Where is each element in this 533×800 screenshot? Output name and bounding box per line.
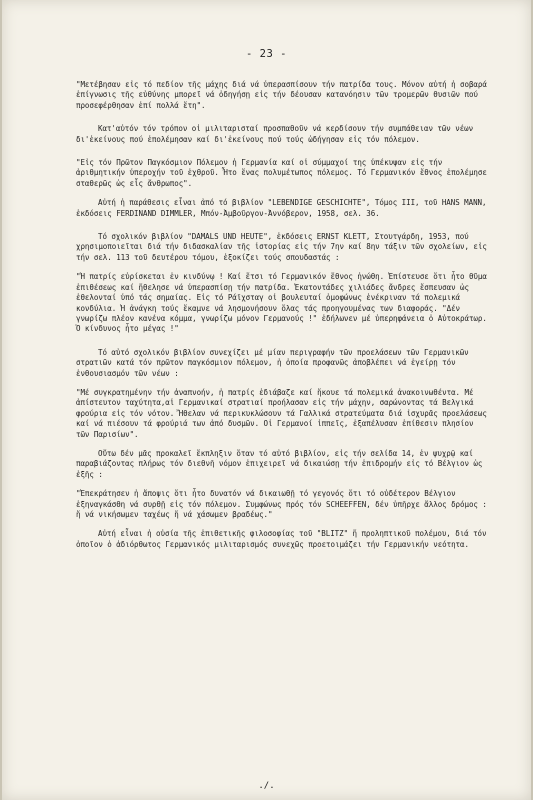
- body-paragraph: Αὐτή εἶναι ἡ οὐσία τῆς ἐπιθετικῆς φιλοσοφίας τοῦ "BLITZ" ἤ προληπτικοῦ πολέμου, διά τόν ὁποῖον ὁ ἀδιόρθωτος Γερμανικός μιλιταρισμός συνεχῶς προετοιμάζει τήν Γερμανικήν νεότητα.: [76, 529, 487, 549]
- citation-paragraph: Αὐτή ἡ παράθεσις εἶναι ἀπό τό βιβλίον "LEBENDIGE GESCHICHTE", Τόμος III, τοῦ HANS MANN, ἐκδόσεις FERDINAND DIMMLER, Μπόν-Ἀμβοῦργον-Ἀννόβερον, 1958, σελ. 36.: [76, 198, 487, 218]
- continuation-mark: ./.: [258, 781, 275, 791]
- quote-paragraph: "Ἐπεκράτησεν ἡ ἄποψις ὅτι ἦτο δυνατόν νά δικαιωθῇ τό γεγονός ὅτι τό οὐδέτερον Βέλγιον ἐξηναγκάσθη νά συρθῇ εἰς τόν πόλεμον. Συμφώνως πρός τόν SCHEEFFEN, δέν ὑπῆρχε ἄλλος δρόμος : ἤ νά νικήσωμεν ταχέως ἤ νά χάσωμεν βραδέως.": [76, 489, 487, 519]
- quote-paragraph: "Μέ συγκρατημένην τήν ἀναπνοήν, ἡ πατρίς ἐδιάβαζε καί ἤκουε τά πολεμικά ἀνακοινωθέντα. Μέ ἀπίστευτον ταχύτητα,αἱ Γερμανικαί στρατιαί προήλασαν εἰς τήν μάχην, σαρώνοντας τά Βελγικά φρούρια εἰς τόν νότον. Ἤθελαν νά περικυκλώσουν τά Γαλλικά στρατεύματα διά ἰσχυρᾶς προελάσεως καί νά πιέσουν τά φρούριά των ἀπό δυσμῶν. Οἱ Γερμανοί ἱππεῖς, ἐξαπέλυσαν ἐπίθεσιν πλησίον τῶν Παρισίων".: [76, 387, 487, 439]
- quote-paragraph: "Ἡ πατρίς εὑρίσκεται ἐν κινδύνῳ ! Καί ἔτσι τό Γερμανικόν ἔθνος ἡνώθη. Ἐπίστευσε ὅτι ἦτο θῦμα ἐπιθέσεως καί ἤθελησε νά ὑπερασπίσῃ τήν πατρίδα. Ἑκατοντάδες χιλιάδες ἄνδρες ἔσπευσαν ὡς ἐθελονταί ὑπό τάς σημαίας. Εἰς τό Ράϊχσταγ οἱ βουλευταί ὁμοφώνως ἐνέκριναν τά πολεμικά κονδύλια. Ἡ ἀνάγκη τούς ἔκαμνε νά λησμονήσουν ὅλας τάς προηγουμένας των διαφοράς. "Δέν γνωρίζω πλέον κανένα κόμμα, γνωρίζω μόνον Γερμανούς !" ἐδήλωνεν μέ ὑπερηφάνεια ὁ Αὐτοκράτωρ. Ὁ κίνδυνος ἦτο μέγας !": [76, 272, 487, 334]
- quote-paragraph: "Μετέβησαν εἰς τό πεδίον τῆς μάχης διά νά ὑπερασπίσουν τήν πατρίδα τους. Μόνον αὐτή ἡ σοβαρά ἐπίγνωσις τῆς εὐθύνης μπορεῖ νά ὁδηγήσῃ εἰς τήν δέουσαν κατανόησιν τῶν τρομερῶν θυσιῶν πού προσεφέρθησαν ἐπί πολλά ἔτη".: [76, 80, 487, 110]
- page-number: - 23 -: [246, 48, 287, 60]
- body-paragraph: Τό σχολικόν βιβλίον "DAMALS UND HEUTE", ἐκδόσεις ERNST KLETT, Στουτγάρδη, 1953, πού χρησιμοποιεῖται διά τήν διδασκαλίαν τῆς ἱστορίας εἰς τήν 7ην καί 8ην τάξιν τῶν σχολείων, εἰς τήν σελ. 113 τοῦ δευτέρου τόμου, ἐξοκίζει τούς σπουδαστάς :: [76, 232, 487, 262]
- page-body: [76, 80, 488, 550]
- body-paragraph: Τό αὐτό σχολικόν βιβλίον συνεχίζει μέ μίαν περιγραφήν τῶν προελάσεων τῶν Γερμανικῶν στρατιῶν κατά τόν πρῶτον παγκόσμιον πόλεμον, ἡ ὁποία προφανῶς ἀποβλέπει νά ἐγείρῃ τόν ἐνθουσιασμόν τῶν νέων :: [76, 347, 469, 378]
- quote-paragraph: "Εἰς τόν Πρῶτον Παγκόσμιον Πόλεμον ἡ Γερμανία καί οἱ σύμμαχοί της ὑπέκυψαν εἰς τήν ἀριθμητικήν ὑπεροχήν τοῦ ἐχθροῦ. Ἦτο ἕνας πολυμέτωπος πόλεμος. Τό Γερμανικόν ἔθνος ἐπολέμησε σταθερῶς ὡς εἷς ἄνθρωπος".: [76, 158, 487, 188]
- body-paragraph: Κατ'αὐτόν τόν τρόπον οἱ μιλιταρισταί προσπαθοῦν νά κερδίσουν τήν συμπάθειαν τῶν νέων δι'ἐκείνους πού ἐπολέμησαν καί δι'ἐκείνους πού τούς ὡδήγησαν εἰς τόν πόλεμον.: [76, 124, 474, 144]
- body-paragraph: Οὔτω δέν μᾶς προκαλεῖ ἔκπληξιν ὅταν τό αὐτό βιβλίον, εἰς τήν σελίδα 14, ἐν ψυχρῷ καί παραβιάζοντας πλήρως τόν διεθνῆ νόμον ἐπιχειρεῖ νά δικαιώσῃ τήν ἐπιδρομήν εἰς τό Βέλγιον ὡς ἑξῆς :: [76, 448, 483, 479]
- document-page: [2, 0, 531, 800]
